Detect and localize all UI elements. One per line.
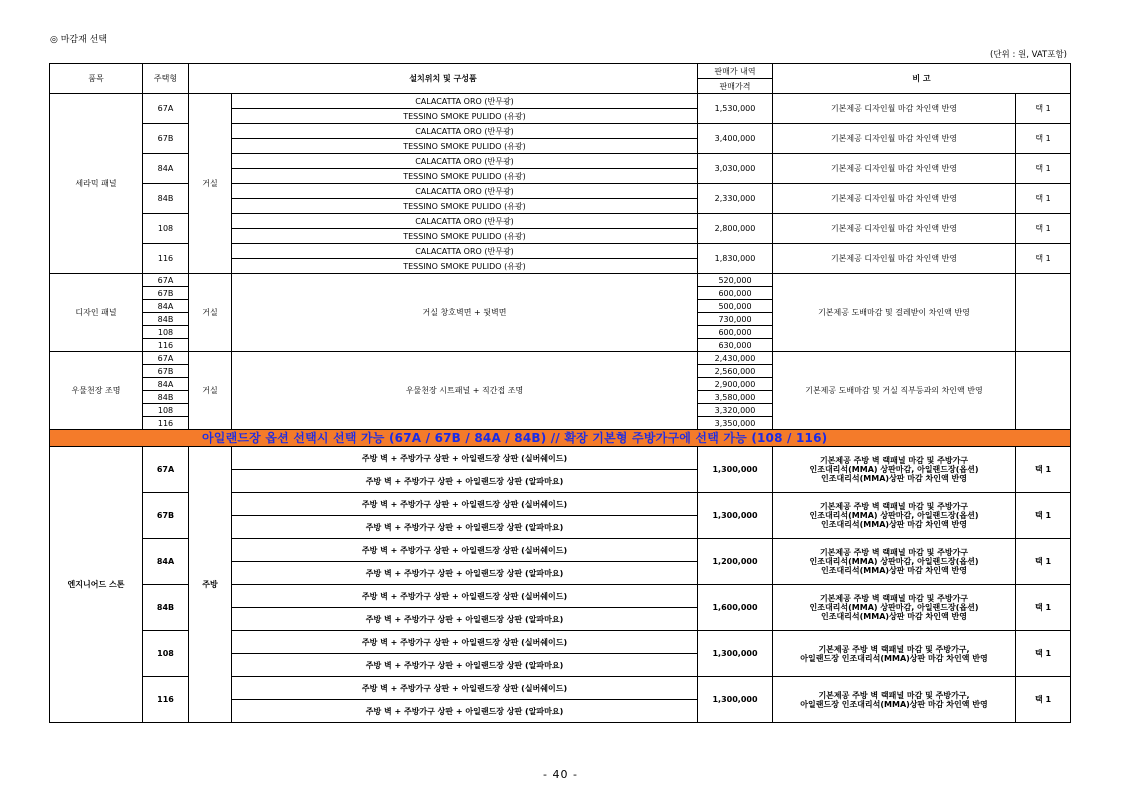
component-cell: 주방 벽 + 주방가구 상판 + 아일랜드장 상판 (알파마요) bbox=[232, 562, 698, 585]
type-cell: 116 bbox=[143, 244, 189, 274]
remarks-cell: 기본제공 디자인월 마감 차인액 반영 bbox=[773, 184, 1016, 214]
type-cell: 108 bbox=[143, 214, 189, 244]
component-cell: CALACATTA ORO (반무광) bbox=[232, 124, 698, 139]
type-cell: 108 bbox=[143, 404, 189, 417]
choice-cell: 택 1 bbox=[1016, 214, 1071, 244]
type-cell: 67B bbox=[143, 365, 189, 378]
component-cell: CALACATTA ORO (반무광) bbox=[232, 154, 698, 169]
component-cell: 주방 벽 + 주방가구 상판 + 아일랜드장 상판 (실버쉐이드) bbox=[232, 539, 698, 562]
remarks-line: 인조대리석(MMA)상판 마감 차인액 반영 bbox=[821, 612, 967, 621]
type-cell: 84B bbox=[143, 184, 189, 214]
choice-cell: 택 1 bbox=[1016, 447, 1071, 493]
component-cell: CALACATTA ORO (반무광) bbox=[232, 244, 698, 259]
type-cell: 84A bbox=[143, 539, 189, 585]
remarks-cell: 기본제공 디자인월 마감 차인액 반영 bbox=[773, 244, 1016, 274]
price-cell: 1,600,000 bbox=[698, 585, 773, 631]
price-cell: 1,300,000 bbox=[698, 631, 773, 677]
type-cell: 67B bbox=[143, 493, 189, 539]
component-cell: 우물천장 시트패널 + 직간접 조명 bbox=[232, 352, 698, 430]
component-cell: 거실 창호벽면 + 뒷벽면 bbox=[232, 274, 698, 352]
choice-cell: 택 1 bbox=[1016, 677, 1071, 723]
type-cell: 116 bbox=[143, 339, 189, 352]
page-number: - 40 - bbox=[543, 768, 578, 781]
price-cell: 2,900,000 bbox=[698, 378, 773, 391]
type-cell: 67A bbox=[143, 274, 189, 287]
type-cell: 67A bbox=[143, 94, 189, 124]
type-cell: 108 bbox=[143, 326, 189, 339]
remarks-cell bbox=[773, 447, 1016, 493]
price-cell: 2,800,000 bbox=[698, 214, 773, 244]
choice-cell: 택 1 bbox=[1016, 94, 1071, 124]
header-remarks: 비 고 bbox=[773, 64, 1071, 94]
type-cell: 67A bbox=[143, 447, 189, 493]
component-cell: TESSINO SMOKE PULIDO (유광) bbox=[232, 139, 698, 154]
remarks-cell: 기본제공 디자인월 마감 차인액 반영 bbox=[773, 94, 1016, 124]
price-cell: 1,200,000 bbox=[698, 539, 773, 585]
choice-cell: 택 1 bbox=[1016, 493, 1071, 539]
item-design-panel: 디자인 패널 bbox=[50, 274, 143, 352]
component-cell: 주방 벽 + 주방가구 상판 + 아일랜드장 상판 (알파마요) bbox=[232, 608, 698, 631]
component-cell: 주방 벽 + 주방가구 상판 + 아일랜드장 상판 (실버쉐이드) bbox=[232, 447, 698, 470]
component-cell: TESSINO SMOKE PULIDO (유광) bbox=[232, 109, 698, 124]
remarks-line: 인조대리석(MMA) 상판마감, 아일랜드장(옵션) bbox=[809, 511, 979, 520]
choice-cell: 택 1 bbox=[1016, 244, 1071, 274]
component-cell: CALACATTA ORO (반무광) bbox=[232, 94, 698, 109]
remarks-line: 인조대리석(MMA)상판 마감 차인액 반영 bbox=[821, 474, 967, 483]
remarks-line: 인조대리석(MMA)상판 마감 차인액 반영 bbox=[821, 520, 967, 529]
item-ceiling-lighting: 우물천장 조명 bbox=[50, 352, 143, 430]
type-cell: 84A bbox=[143, 154, 189, 184]
choice-cell bbox=[1016, 274, 1071, 352]
price-cell: 2,330,000 bbox=[698, 184, 773, 214]
remarks-line: 인조대리석(MMA)상판 마감 차인액 반영 bbox=[821, 566, 967, 575]
item-engineered-stone: 엔지니어드 스톤 bbox=[50, 447, 143, 723]
price-cell: 1,830,000 bbox=[698, 244, 773, 274]
price-cell: 730,000 bbox=[698, 313, 773, 326]
section-title: ◎ 마감재 선택 bbox=[50, 35, 108, 45]
finish-options-table bbox=[49, 63, 1071, 723]
remarks-line: 아일랜드장 인조대리석(MMA)상판 마감 차인액 반영 bbox=[800, 699, 988, 709]
type-cell: 84B bbox=[143, 391, 189, 404]
header-price: 판매가격 bbox=[698, 79, 773, 94]
price-cell: 500,000 bbox=[698, 300, 773, 313]
type-cell: 116 bbox=[143, 417, 189, 430]
component-cell: TESSINO SMOKE PULIDO (유광) bbox=[232, 169, 698, 184]
price-cell: 1,300,000 bbox=[698, 447, 773, 493]
price-cell: 3,580,000 bbox=[698, 391, 773, 404]
remarks-line: 기본제공 주방 벽 랙패널 마감 및 주방가구 bbox=[819, 548, 969, 557]
remarks-cell: 기본제공 도배마감 및 걸레받이 차인액 반영 bbox=[773, 274, 1016, 352]
remarks-line: 기본제공 주방 벽 랙패널 마감 및 주방가구 bbox=[819, 456, 969, 465]
price-cell: 1,300,000 bbox=[698, 677, 773, 723]
choice-cell: 택 1 bbox=[1016, 184, 1071, 214]
price-cell: 3,030,000 bbox=[698, 154, 773, 184]
remarks-line: 기본제공 주방 벽 랙패널 마감 및 주방가구, bbox=[818, 690, 970, 700]
remarks-cell bbox=[773, 631, 1016, 677]
remarks-cell bbox=[773, 539, 1016, 585]
remarks-line: 기본제공 주방 벽 랙패널 마감 및 주방가구 bbox=[819, 502, 969, 511]
component-cell: TESSINO SMOKE PULIDO (유광) bbox=[232, 259, 698, 274]
remarks-cell: 기본제공 디자인월 마감 차인액 반영 bbox=[773, 214, 1016, 244]
location-cell: 거실 bbox=[189, 352, 232, 430]
header-price-group: 판매가 내역 bbox=[698, 64, 773, 79]
price-cell: 2,560,000 bbox=[698, 365, 773, 378]
price-cell: 520,000 bbox=[698, 274, 773, 287]
location-cell: 거실 bbox=[189, 274, 232, 352]
component-cell: TESSINO SMOKE PULIDO (유광) bbox=[232, 229, 698, 244]
price-cell: 1,530,000 bbox=[698, 94, 773, 124]
table-row bbox=[50, 447, 1071, 470]
choice-cell: 택 1 bbox=[1016, 585, 1071, 631]
component-cell: 주방 벽 + 주방가구 상판 + 아일랜드장 상판 (실버쉐이드) bbox=[232, 585, 698, 608]
remarks-cell bbox=[773, 585, 1016, 631]
price-cell: 3,320,000 bbox=[698, 404, 773, 417]
remarks-line: 인조대리석(MMA) 상판마감, 아일랜드장(옵션) bbox=[809, 557, 979, 566]
choice-cell bbox=[1016, 352, 1071, 430]
banner-row bbox=[50, 430, 1071, 447]
type-cell: 84A bbox=[143, 300, 189, 313]
remarks-cell bbox=[773, 677, 1016, 723]
unit-note: (단위 : 원, VAT포함) bbox=[990, 50, 1067, 60]
price-cell: 3,400,000 bbox=[698, 124, 773, 154]
price-cell: 3,350,000 bbox=[698, 417, 773, 430]
item-ceramic-panel: 세라믹 패널 bbox=[50, 94, 143, 274]
table-row bbox=[50, 274, 1071, 287]
location-cell: 주방 bbox=[189, 447, 232, 723]
type-cell: 67A bbox=[143, 352, 189, 365]
remarks-line: 인조대리석(MMA) 상판마감, 아일랜드장(옵션) bbox=[809, 603, 979, 612]
remarks-cell bbox=[773, 493, 1016, 539]
table-row bbox=[50, 94, 1071, 109]
choice-cell: 택 1 bbox=[1016, 154, 1071, 184]
header-location: 설치위치 및 구성품 bbox=[189, 64, 698, 94]
component-cell: 주방 벽 + 주방가구 상판 + 아일랜드장 상판 (실버쉐이드) bbox=[232, 677, 698, 700]
remarks-cell: 기본제공 도배마감 및 거실 직부등과의 차인액 반영 bbox=[773, 352, 1016, 430]
component-cell: TESSINO SMOKE PULIDO (유광) bbox=[232, 199, 698, 214]
component-cell: 주방 벽 + 주방가구 상판 + 아일랜드장 상판 (알파마요) bbox=[232, 516, 698, 539]
table-row bbox=[50, 352, 1071, 365]
choice-cell: 택 1 bbox=[1016, 539, 1071, 585]
type-cell: 84B bbox=[143, 313, 189, 326]
remarks-line: 기본제공 주방 벽 랙패널 마감 및 주방가구, bbox=[818, 644, 970, 654]
component-cell: 주방 벽 + 주방가구 상판 + 아일랜드장 상판 (실버쉐이드) bbox=[232, 493, 698, 516]
type-cell: 116 bbox=[143, 677, 189, 723]
component-cell: 주방 벽 + 주방가구 상판 + 아일랜드장 상판 (알파마요) bbox=[232, 654, 698, 677]
type-cell: 84A bbox=[143, 378, 189, 391]
price-cell: 630,000 bbox=[698, 339, 773, 352]
type-cell: 108 bbox=[143, 631, 189, 677]
component-cell: 주방 벽 + 주방가구 상판 + 아일랜드장 상판 (실버쉐이드) bbox=[232, 631, 698, 654]
type-cell: 67B bbox=[143, 124, 189, 154]
price-cell: 600,000 bbox=[698, 326, 773, 339]
header-item: 품목 bbox=[50, 64, 143, 94]
option-banner: 아일랜드장 옵션 선택시 선택 가능 (67A / 67B / 84A / 84B) // 확장 기본형 주방가구에 선택 가능 (108 / 116) bbox=[50, 430, 1071, 447]
remarks-cell: 기본제공 디자인월 마감 차인액 반영 bbox=[773, 154, 1016, 184]
type-cell: 84B bbox=[143, 585, 189, 631]
choice-cell: 택 1 bbox=[1016, 631, 1071, 677]
component-cell: 주방 벽 + 주방가구 상판 + 아일랜드장 상판 (알파마요) bbox=[232, 700, 698, 723]
remarks-cell: 기본제공 디자인월 마감 차인액 반영 bbox=[773, 124, 1016, 154]
location-cell: 거실 bbox=[189, 94, 232, 274]
component-cell: CALACATTA ORO (반무광) bbox=[232, 184, 698, 199]
component-cell: CALACATTA ORO (반무광) bbox=[232, 214, 698, 229]
price-cell: 1,300,000 bbox=[698, 493, 773, 539]
price-cell: 2,430,000 bbox=[698, 352, 773, 365]
choice-cell: 택 1 bbox=[1016, 124, 1071, 154]
remarks-line: 아일랜드장 인조대리석(MMA)상판 마감 차인액 반영 bbox=[800, 653, 988, 663]
type-cell: 67B bbox=[143, 287, 189, 300]
component-cell: 주방 벽 + 주방가구 상판 + 아일랜드장 상판 (알파마요) bbox=[232, 470, 698, 493]
price-cell: 600,000 bbox=[698, 287, 773, 300]
header-type: 주택형 bbox=[143, 64, 189, 94]
remarks-line: 기본제공 주방 벽 랙패널 마감 및 주방가구 bbox=[819, 594, 969, 603]
remarks-line: 인조대리석(MMA) 상판마감, 아일랜드장(옵션) bbox=[809, 465, 979, 474]
